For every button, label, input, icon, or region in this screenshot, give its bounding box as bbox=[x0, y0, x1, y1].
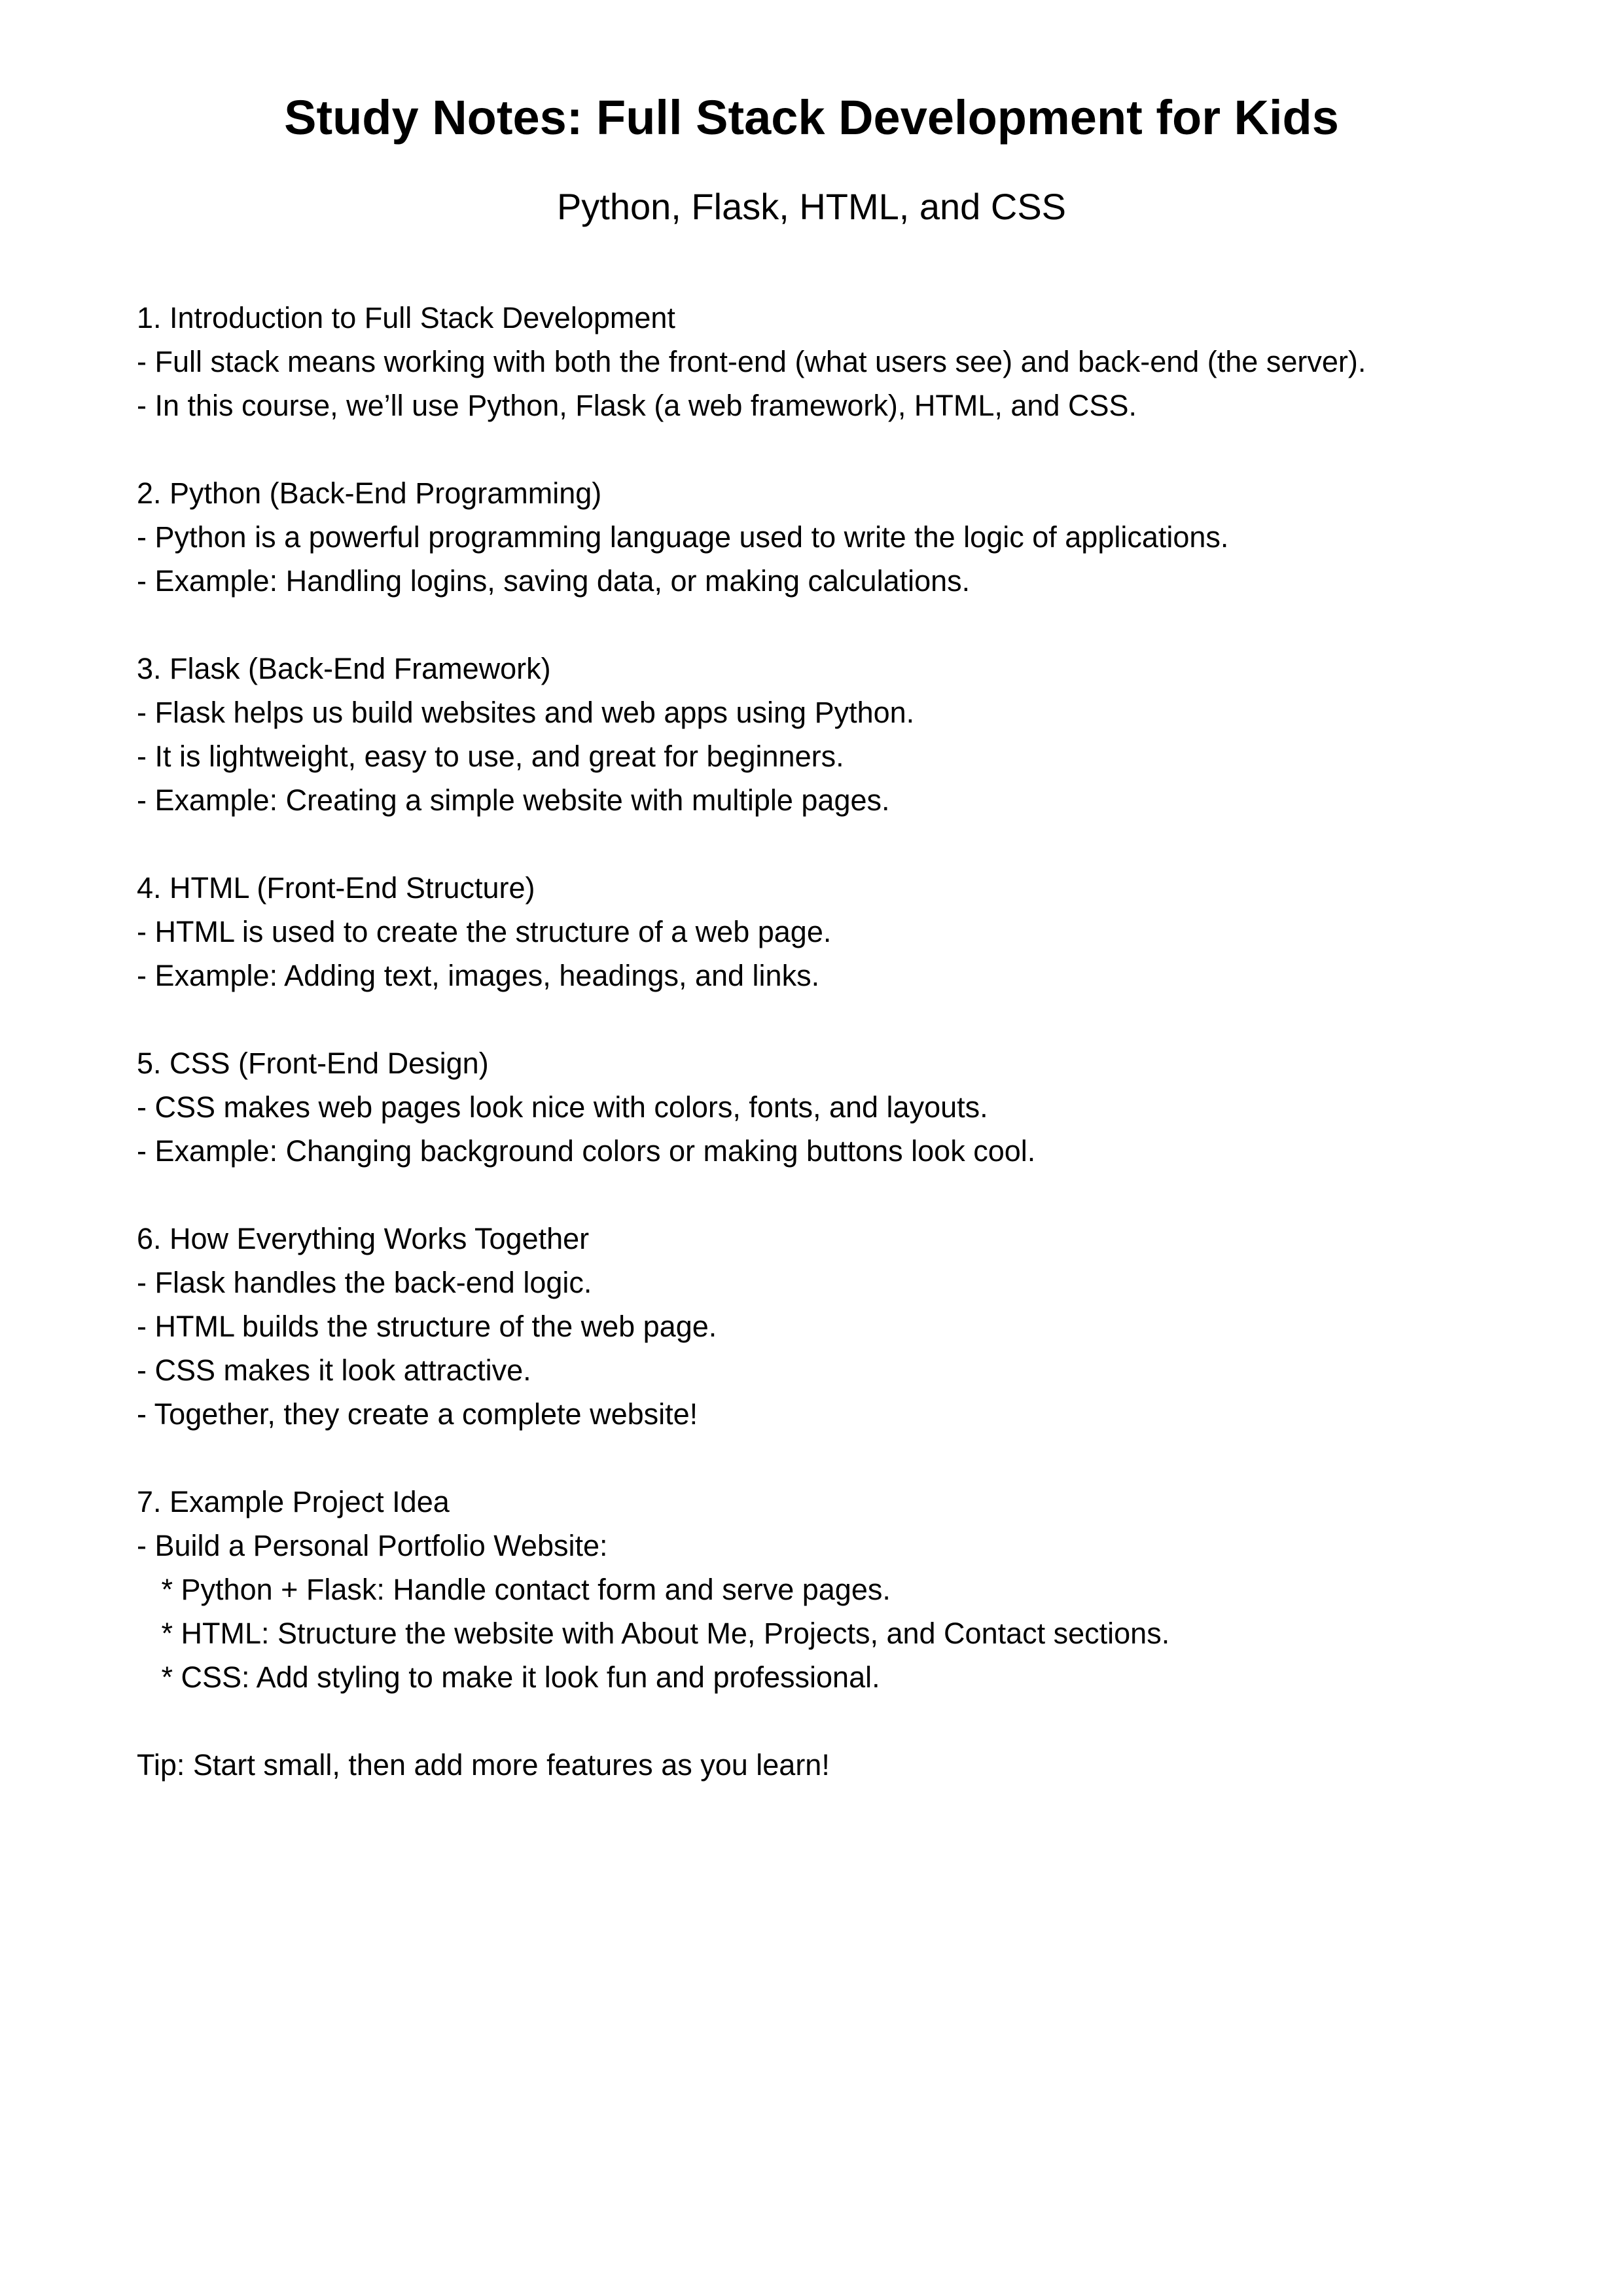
note-line: - Example: Changing background colors or making buttons look cool. bbox=[137, 1134, 1036, 1168]
note-line: - HTML builds the structure of the web page. bbox=[137, 1310, 717, 1343]
section-heading: 3. Flask (Back-End Framework) bbox=[137, 652, 551, 685]
note-line: - CSS makes it look attractive. bbox=[137, 1354, 531, 1387]
note-line: - Example: Creating a simple website with multiple pages. bbox=[137, 783, 890, 817]
section-heading: 6. How Everything Works Together bbox=[137, 1222, 590, 1255]
note-line: - Build a Personal Portfolio Website: bbox=[137, 1529, 608, 1562]
note-line: - Example: Adding text, images, headings, and links. bbox=[137, 959, 820, 992]
note-line: - Example: Handling logins, saving data, or making calculations. bbox=[137, 564, 971, 598]
note-subitem: * Python + Flask: Handle contact form and serve pages. bbox=[137, 1573, 891, 1606]
notes-body bbox=[137, 296, 1511, 1787]
document-subtitle: Python, Flask, HTML, and CSS bbox=[556, 186, 1067, 227]
note-line: - Python is a powerful programming language used to write the logic of applications. bbox=[137, 520, 1229, 554]
note-line: - Flask helps us build websites and web apps using Python. bbox=[137, 696, 915, 729]
section-together bbox=[137, 1217, 1511, 1436]
note-line: - Flask handles the back-end logic. bbox=[137, 1266, 592, 1299]
section-css bbox=[137, 1041, 1511, 1173]
section-heading: 1. Introduction to Full Stack Development bbox=[137, 301, 675, 334]
note-line: - It is lightweight, easy to use, and great for beginners. bbox=[137, 740, 844, 773]
document-title: Study Notes: Full Stack Development for Kids bbox=[284, 90, 1339, 145]
section-introduction bbox=[137, 296, 1511, 427]
note-line: - Full stack means working with both the front-end (what users see) and back-end (the server). bbox=[137, 345, 1366, 378]
section-flask bbox=[137, 647, 1511, 822]
section-project-idea bbox=[137, 1480, 1511, 1699]
tip-text: Tip: Start small, then add more features as you learn! bbox=[137, 1748, 830, 1782]
note-line: - HTML is used to create the structure of a web page. bbox=[137, 915, 832, 948]
note-line: - CSS makes web pages look nice with colors, fonts, and layouts. bbox=[137, 1090, 988, 1124]
note-subitem: * HTML: Structure the website with About Me, Projects, and Contact sections. bbox=[137, 1617, 1170, 1650]
section-html bbox=[137, 866, 1511, 997]
section-heading: 7. Example Project Idea bbox=[137, 1485, 450, 1518]
note-subitem: * CSS: Add styling to make it look fun and professional. bbox=[137, 1660, 880, 1694]
section-heading: 4. HTML (Front-End Structure) bbox=[137, 871, 535, 905]
section-python bbox=[137, 471, 1511, 603]
section-heading: 5. CSS (Front-End Design) bbox=[137, 1047, 489, 1080]
note-line: - Together, they create a complete website! bbox=[137, 1397, 698, 1431]
section-heading: 2. Python (Back-End Programming) bbox=[137, 476, 602, 510]
note-line: - In this course, we’ll use Python, Flask (a web framework), HTML, and CSS. bbox=[137, 389, 1137, 422]
